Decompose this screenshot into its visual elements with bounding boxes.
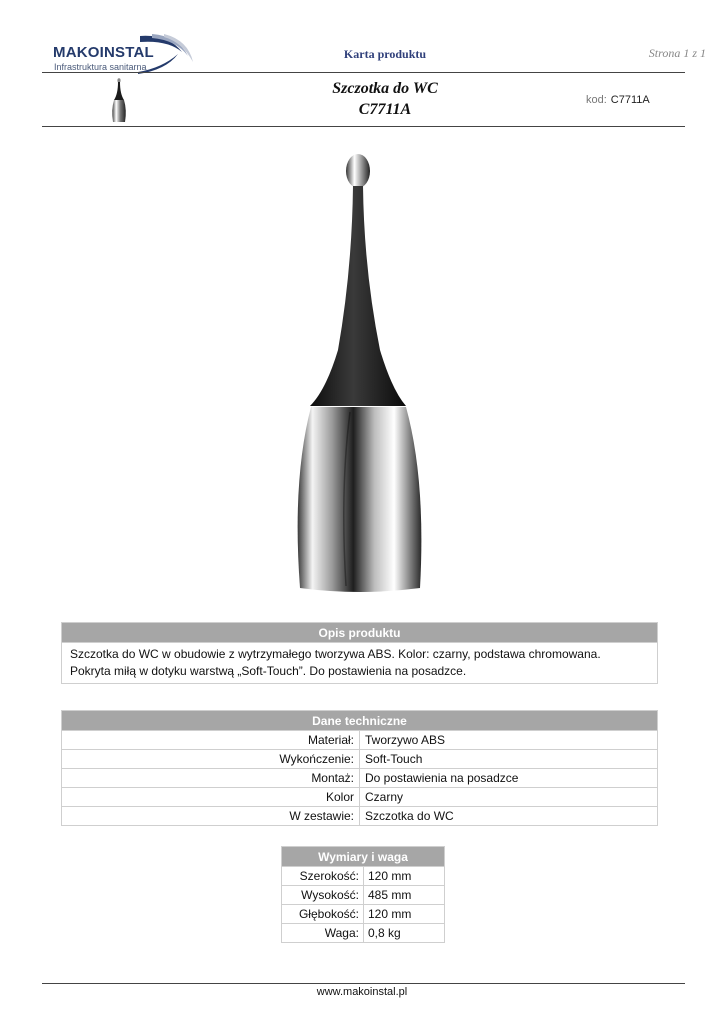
logo-swoosh-icon [138,32,194,74]
description-line-2: Pokryta miłą w dotyku warstwą „Soft-Touch”. Do postawienia na posadzce. [70,664,467,678]
table-row [62,769,658,788]
brush-handle [310,186,406,406]
dims-value: 0,8 kg [364,924,445,943]
description-cell [62,643,658,684]
dims-value: 120 mm [364,905,445,924]
product-thumbnail [108,78,130,124]
dims-label: Głębokość: [282,905,364,924]
table-row [282,905,445,924]
kod-value: C7711A [610,94,650,106]
tech-value: Czarny [360,788,658,807]
logo-name: MAKOINSTAL [53,44,154,61]
tech-value: Szczotka do WC [360,807,658,826]
logo-tagline: Infrastruktura sanitarna [54,62,147,72]
dims-value: 120 mm [364,867,445,886]
dims-value: 485 mm [364,886,445,905]
product-title: Szczotka do WC [332,80,438,97]
table-row [282,867,445,886]
dims-label: Waga: [282,924,364,943]
tech-label: Kolor [62,788,360,807]
description-header: Opis produktu [62,623,658,643]
title-divider [42,126,685,127]
product-code [586,94,650,106]
card-label: Karta produktu [343,47,427,61]
table-row [62,731,658,750]
tech-label: Materiał: [62,731,360,750]
dims-header: Wymiary i waga [282,847,445,867]
table-row [282,886,445,905]
tech-value: Tworzywo ABS [360,731,658,750]
tech-label: Montaż: [62,769,360,788]
table-row [62,788,658,807]
description-line-1: Szczotka do WC w obudowie z wytrzymałego tworzywa ABS. Kolor: czarny, podstawa chromowana. [70,647,601,661]
table-row [62,807,658,826]
table-row [282,924,445,943]
tech-value: Do postawienia na posadzce [360,769,658,788]
footer-divider [42,983,685,984]
technical-data-table [61,710,658,826]
footer-website: www.makoinstal.pl [316,986,408,998]
company-logo [50,32,195,77]
dims-label: Szerokość: [282,867,364,886]
product-image [280,150,440,595]
dimensions-table [281,846,445,943]
kod-label: kod: [586,94,607,106]
tech-header: Dane techniczne [62,711,658,731]
tech-label: Wykończenie: [62,750,360,769]
table-row [62,750,658,769]
dims-label: Wysokość: [282,886,364,905]
tech-label: W zestawie: [62,807,360,826]
page-number: Strona 1 z 1 [648,46,706,60]
handle-knob [346,154,370,188]
header-divider [42,72,685,73]
description-table [61,622,658,684]
chrome-base [298,407,422,592]
tech-value: Soft-Touch [360,750,658,769]
product-code-title: C7711A [358,101,412,118]
